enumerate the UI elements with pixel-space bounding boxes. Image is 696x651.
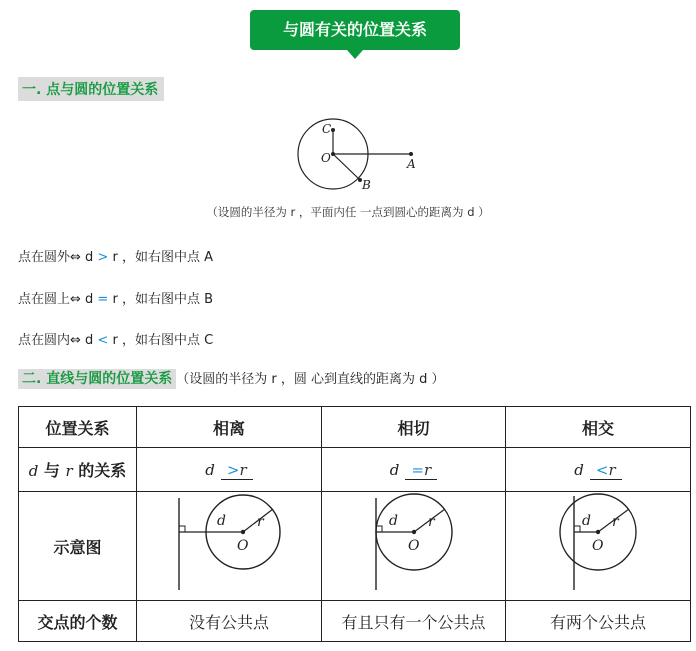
math-d: d <box>205 460 215 479</box>
label-text: 的关系 <box>72 461 127 480</box>
label-r: r <box>428 514 435 530</box>
relation-operator: = <box>411 460 424 479</box>
rule-text: 点在圆外⇔ d <box>18 250 98 265</box>
rule-text: 点在圆上⇔ d <box>18 292 98 307</box>
banner-pointer <box>347 50 363 59</box>
label-d: d <box>389 513 398 529</box>
math-r: r <box>65 462 73 480</box>
label-a: A <box>407 157 416 171</box>
relation-operator: > <box>226 460 240 479</box>
section-2-note: （设圆的半径为 r ，圆 心到直线的距离为 d ） <box>176 372 445 387</box>
label-o: O <box>237 538 249 554</box>
line-circle-table <box>18 406 691 642</box>
header-cell: 位置关系 <box>19 407 137 448</box>
label-c: C <box>322 122 332 136</box>
rule-text: r ，如右图中点 C <box>108 333 214 348</box>
point-circle-figure <box>288 112 428 192</box>
rule-text: r ，如右图中点 B <box>108 292 213 307</box>
math-d: d <box>574 460 584 479</box>
answer-blank <box>405 461 437 480</box>
label-d: d <box>582 513 591 529</box>
label-text: 与 <box>38 461 66 480</box>
label-b: B <box>362 178 371 192</box>
label-r: r <box>612 514 619 530</box>
row-label-diagram: 示意图 <box>19 492 137 601</box>
rule-text: r ，如右图中点 A <box>108 250 213 265</box>
section-1-heading: 一. 点与圆的位置关系 <box>18 77 164 101</box>
segment-ob <box>333 154 360 180</box>
relation-cell-separate <box>137 448 322 492</box>
header-cell: 相切 <box>322 407 506 448</box>
page-title: 与圆有关的位置关系 <box>282 20 427 39</box>
diagram-cell-separate <box>137 492 322 601</box>
section-2-heading <box>18 368 444 388</box>
row-label-points: 交点的个数 <box>19 601 137 642</box>
points-cell: 有且只有一个公共点 <box>322 601 506 642</box>
rule-operator: = <box>97 292 109 307</box>
figure-caption: （设圆的半径为 r ，平面内任 一点到圆心的距离为 d ） <box>206 205 490 219</box>
points-cell: 有两个公共点 <box>506 601 691 642</box>
answer-blank <box>590 461 622 480</box>
math-d: d <box>28 462 39 480</box>
point-c <box>331 128 335 132</box>
table-row <box>19 448 691 492</box>
relation-cell-tangent <box>322 448 506 492</box>
header-cell: 相交 <box>506 407 691 448</box>
relation-cell-intersect <box>506 448 691 492</box>
label-o: O <box>408 538 420 554</box>
page-title-banner <box>250 10 460 50</box>
points-cell: 没有公共点 <box>137 601 322 642</box>
relation-operator: < <box>595 460 609 479</box>
math-r: r <box>239 460 247 479</box>
rule-inside <box>18 329 213 348</box>
table-row <box>19 601 691 642</box>
point-o <box>331 152 335 156</box>
diagram-intersect <box>506 492 690 596</box>
diagram-cell-tangent <box>322 492 506 601</box>
diagram-cell-intersect <box>506 492 691 601</box>
rule-operator: > <box>97 250 109 265</box>
table-row <box>19 407 691 448</box>
math-r: r <box>424 460 432 479</box>
diagram-separate <box>137 492 321 596</box>
label-o: O <box>592 538 604 554</box>
rule-outside <box>18 246 213 265</box>
rule-on <box>18 288 213 307</box>
diagram-tangent <box>322 492 505 596</box>
rule-operator: < <box>97 333 109 348</box>
header-cell: 相离 <box>137 407 322 448</box>
answer-blank <box>221 461 253 480</box>
label-d: d <box>217 513 226 529</box>
section-2-title: 二. 直线与圆的位置关系 <box>18 369 176 389</box>
row-label-relation <box>19 448 137 492</box>
math-r: r <box>608 460 616 479</box>
table-row <box>19 492 691 601</box>
label-r: r <box>257 514 264 530</box>
math-d: d <box>389 460 400 479</box>
label-o: O <box>321 151 331 165</box>
rule-text: 点在圆内⇔ d <box>18 333 98 348</box>
point-a <box>409 152 413 156</box>
